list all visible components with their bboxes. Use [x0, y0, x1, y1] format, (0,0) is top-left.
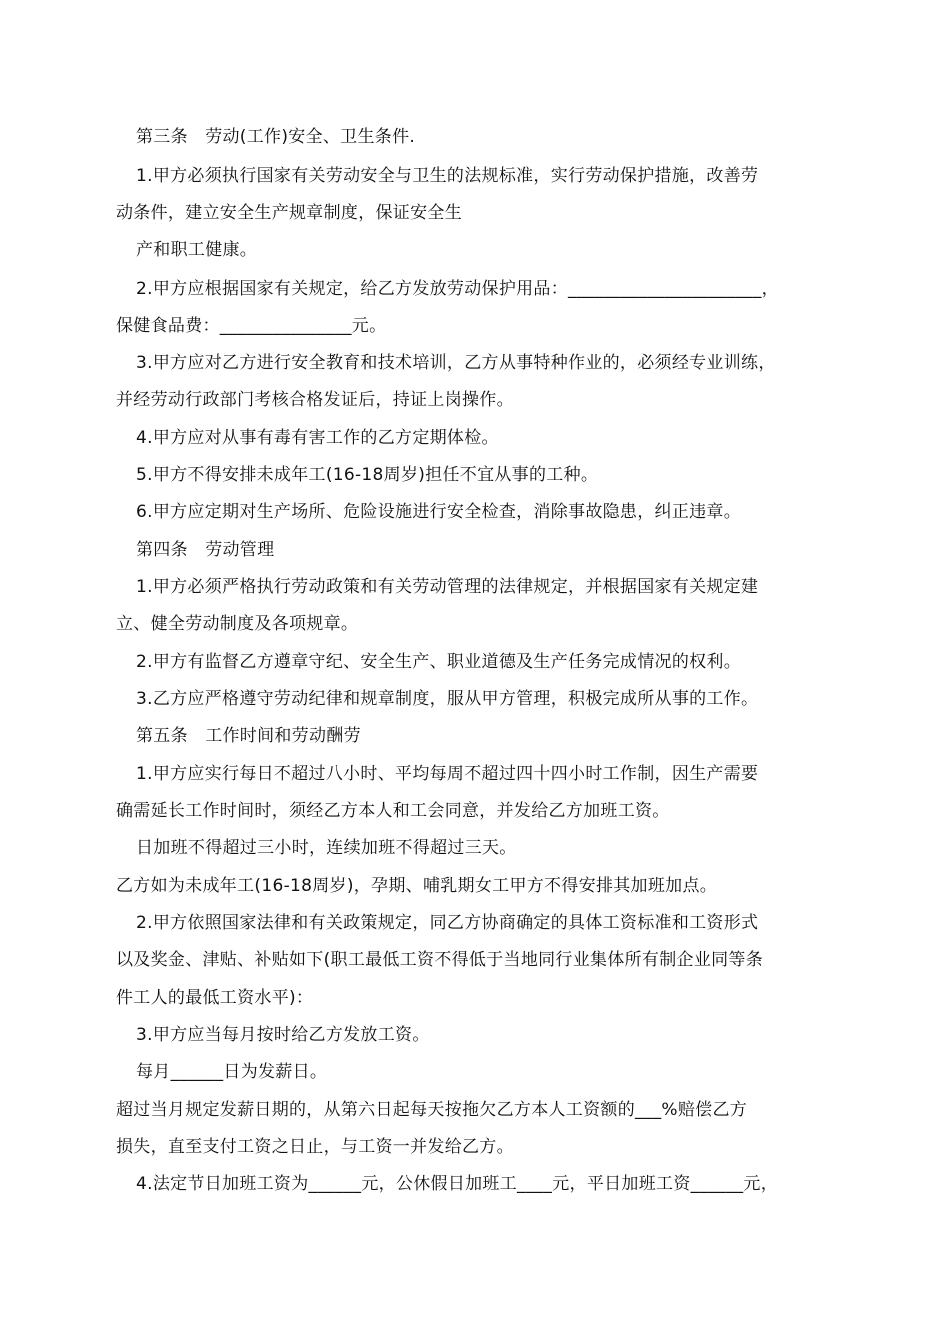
article-3-heading: 第三条 劳动(工作)安全、卫生条件.	[136, 127, 416, 147]
paragraph-line: 损失，直至支付工资之日止，与工资一并发给乙方。	[116, 1137, 514, 1157]
paragraph-line: 4.法定节日加班工资为______元，公休假日加班工____元，平日加班工资______元，	[136, 1174, 779, 1194]
paragraph-line: 5.甲方不得安排未成年工(16-18周岁)担任不宜从事的工种。	[136, 465, 599, 485]
paragraph-line: 日加班不得超过三小时，连续加班不得超过三天。	[136, 838, 517, 858]
paragraph-line: 3.甲方应当每月按时给乙方发放工资。	[136, 1025, 430, 1045]
paragraph-line: 确需延长工作时间时，须经乙方本人和工会同意，并发给乙方加班工资。	[116, 801, 670, 821]
paragraph-line: 保健食品费：_______________元。	[116, 316, 387, 336]
paragraph-line: 并经劳动行政部门考核合格发证后，持证上岗操作。	[116, 390, 514, 410]
article-4-heading: 第四条 劳动管理	[136, 540, 275, 560]
paragraph-line: 2.甲方依照国家法律和有关政策规定，同乙方协商确定的具体工资标准和工资形式	[136, 913, 759, 933]
paragraph-line: 1.甲方必须严格执行劳动政策和有关劳动管理的法律规定，并根据国家有关规定建	[136, 577, 759, 597]
paragraph-line: 超过当月规定发薪日期的，从第六日起每天按拖欠乙方本人工资额的___%赔偿乙方	[116, 1100, 748, 1120]
article-5-heading: 第五条 工作时间和劳动酬劳	[136, 726, 361, 746]
paragraph-line: 以及奖金、津贴、补贴如下(职工最低工资不得低于当地同行业集体所有制企业同等条	[116, 950, 764, 970]
paragraph-line: 动条件，建立安全生产规章制度，保证安全生	[116, 203, 462, 223]
paragraph-line: 乙方如为未成年工(16-18周岁)，孕期、哺乳期女工甲方不得安排其加班加点。	[116, 876, 718, 896]
paragraph-line: 产和职工健康。	[136, 240, 258, 260]
paragraph-line: 1.甲方必须执行国家有关劳动安全与卫生的法规标准，实行劳动保护措施，改善劳	[136, 166, 759, 186]
paragraph-line: 立、健全劳动制度及各项规章。	[116, 614, 359, 634]
paragraph-line: 1.甲方应实行每日不超过八小时、平均每周不超过四十四小时工作制，因生产需要	[136, 764, 759, 784]
paragraph-line: 4.甲方应对从事有毒有害工作的乙方定期体检。	[136, 428, 499, 448]
paragraph-line: 3.甲方应对乙方进行安全教育和技术培训，乙方从事特种作业的，必须经专业训练，	[136, 353, 776, 373]
paragraph-line: 3.乙方应严格遵守劳动纪律和规章制度，服从甲方管理，积极完成所从事的工作。	[136, 689, 759, 709]
paragraph-line: 2.甲方有监督乙方遵章守纪、安全生产、职业道德及生产任务完成情况的权利。	[136, 652, 742, 672]
paragraph-line: 2.甲方应根据国家有关规定，给乙方发放劳动保护用品：______________________，	[136, 279, 779, 299]
paragraph-line: 件工人的最低工资水平)：	[116, 988, 314, 1008]
paragraph-line: 每月______日为发薪日。	[136, 1062, 328, 1082]
paragraph-line: 6.甲方应定期对生产场所、危险设施进行安全检查，消除事故隐患，纠正违章。	[136, 502, 742, 522]
